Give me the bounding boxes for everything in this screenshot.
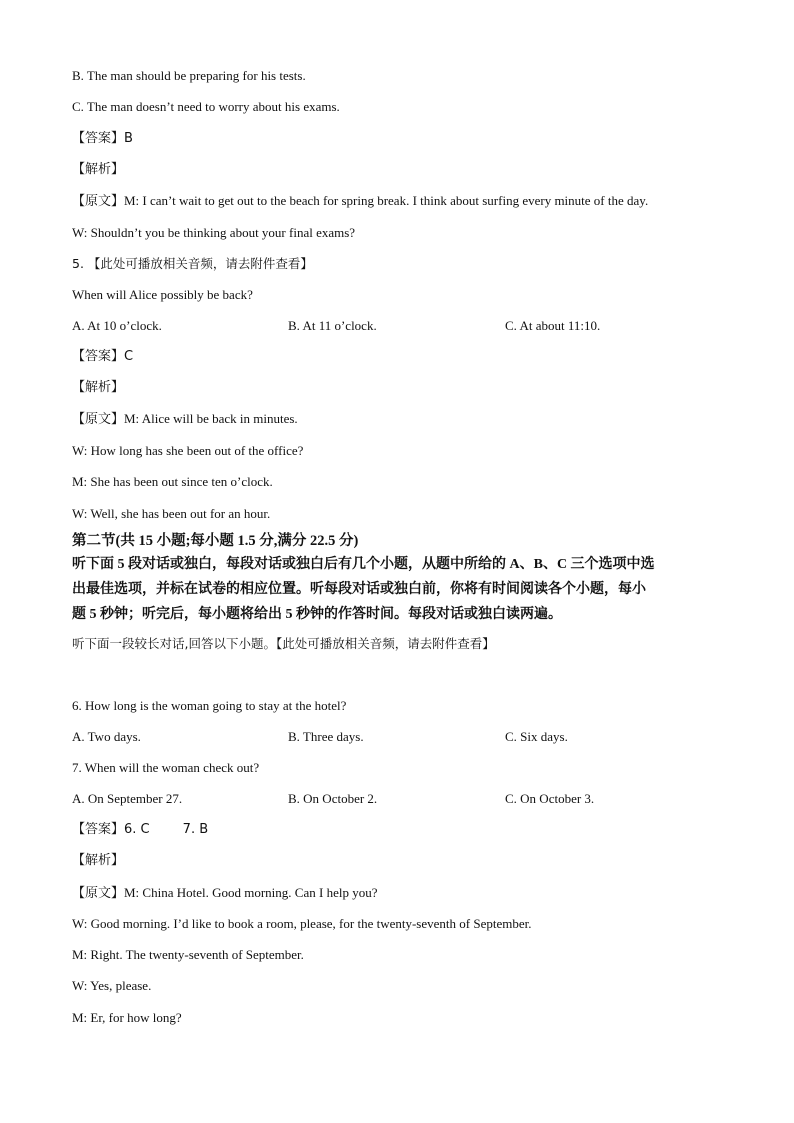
q5-answer: 【答案】C <box>72 349 134 364</box>
q5-option-b: B. At 11 o’clock. <box>288 318 377 333</box>
section2-title: 第二节(共 15 小题;每小题 1.5 分,满分 22.5 分) <box>72 533 359 549</box>
section2-audio-note: 听下面一段较长对话,回答以下小题。【此处可播放相关音频，请去附件查看】 <box>72 636 495 651</box>
q4-answer: 【答案】B <box>72 131 133 146</box>
q5-transcript-1: 【原文】M: Alice will be back in minutes. <box>72 411 298 426</box>
q5-transcript-3: M: She has been out since ten o’clock. <box>72 474 273 489</box>
q4-transcript-1: 【原文】M: I can’t wait to get out to the beach for spring break. I think about surfing every minute of the day. <box>72 193 649 208</box>
q5-transcript-2: W: How long has she been out of the office? <box>72 443 304 458</box>
section2-instructions-3: 题 5 秒钟；听完后，每小题将给出 5 秒钟的作答时间。每段对话或独白读两遍。 <box>72 607 562 622</box>
q7-option-a: A. On September 27. <box>72 791 183 806</box>
q5-analysis: 【解析】 <box>72 380 125 395</box>
q5-transcript-4: W: Well, she has been out for an hour. <box>72 506 271 521</box>
q67-transcript-5: M: Er, for how long? <box>72 1010 182 1025</box>
q67-transcript-1: 【原文】M: China Hotel. Good morning. Can I help you? <box>72 885 378 900</box>
section2-instructions-1: 听下面 5 段对话或独白，每段对话或独白后有几个小题，从题中所给的 A、B、C 三个选项中选 <box>72 557 655 572</box>
q6-question: 6. How long is the woman going to stay at the hotel? <box>72 698 347 713</box>
q7-option-c: C. On October 3. <box>505 791 595 806</box>
q5-header: 5. 【此处可播放相关音频，请去附件查看】 <box>72 256 313 271</box>
section2-instructions-2: 出最佳选项，并标在试卷的相应位置。听每段对话或独白前，你将有时间阅读各个小题，每小 <box>72 582 646 597</box>
q67-analysis: 【解析】 <box>72 853 125 868</box>
q67-transcript-3: M: Right. The twenty-seventh of September. <box>72 947 304 962</box>
q6-option-b: B. Three days. <box>288 729 364 744</box>
q5-option-a: A. At 10 o’clock. <box>72 318 162 333</box>
q6-option-a: A. Two days. <box>72 729 141 744</box>
q4-option-b: B. The man should be preparing for his tests. <box>72 68 306 83</box>
q7-option-b: B. On October 2. <box>288 791 378 806</box>
q7-question: 7. When will the woman check out? <box>72 760 260 775</box>
q5-option-c: C. At about 11:10. <box>505 318 601 333</box>
q4-analysis: 【解析】 <box>72 162 125 177</box>
q67-transcript-4: W: Yes, please. <box>72 978 152 993</box>
q67-answer: 【答案】6. C 7. B <box>72 822 209 837</box>
q4-transcript-2: W: Shouldn’t you be thinking about your final exams? <box>72 225 356 240</box>
q5-question: When will Alice possibly be back? <box>72 287 253 302</box>
q67-transcript-2: W: Good morning. I’d like to book a room, please, for the twenty-seventh of September. <box>72 916 532 931</box>
q4-option-c: C. The man doesn’t need to worry about his exams. <box>72 99 340 114</box>
q6-option-c: C. Six days. <box>505 729 568 744</box>
